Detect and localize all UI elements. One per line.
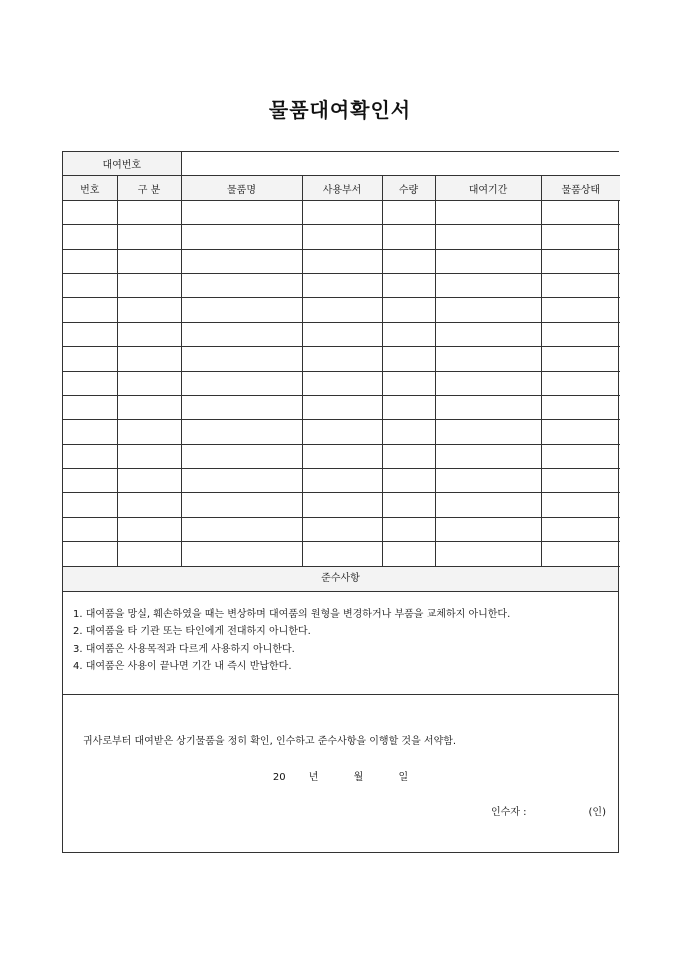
table-cell[interactable] xyxy=(181,200,302,224)
table-cell[interactable] xyxy=(117,273,181,297)
table-cell[interactable] xyxy=(382,469,435,493)
table-cell[interactable] xyxy=(382,225,435,249)
table-cell[interactable] xyxy=(382,273,435,297)
table-cell[interactable] xyxy=(302,200,382,224)
table-cell[interactable] xyxy=(435,322,541,346)
table-cell[interactable] xyxy=(382,493,435,517)
table-cell[interactable] xyxy=(302,371,382,395)
rule-item: 4. 대여품은 사용이 끝나면 기간 내 즉시 반납한다. xyxy=(73,661,292,673)
table-cell[interactable] xyxy=(302,493,382,517)
table-cell[interactable] xyxy=(541,298,620,322)
table-cell[interactable] xyxy=(181,444,302,468)
table-cell[interactable] xyxy=(435,347,541,371)
table-cell[interactable] xyxy=(181,225,302,249)
table-cell[interactable] xyxy=(302,395,382,419)
table-row xyxy=(63,517,620,541)
table-row xyxy=(63,420,620,444)
table-cell[interactable] xyxy=(181,395,302,419)
col-header-department: 사용부서 xyxy=(302,176,382,200)
table-cell[interactable] xyxy=(541,517,620,541)
col-header-condition: 물품상태 xyxy=(541,176,620,200)
table-cell[interactable] xyxy=(63,322,117,346)
col-header-number: 번호 xyxy=(63,176,117,200)
table-row xyxy=(63,298,620,322)
table-cell[interactable] xyxy=(435,371,541,395)
table-row xyxy=(63,273,620,297)
table-cell[interactable] xyxy=(541,395,620,419)
col-header-period: 대여기간 xyxy=(435,176,541,200)
table-cell[interactable] xyxy=(302,322,382,346)
table-row xyxy=(63,395,620,419)
table-cell[interactable] xyxy=(181,517,302,541)
table-cell[interactable] xyxy=(302,444,382,468)
table-cell[interactable] xyxy=(302,542,382,566)
table-cell[interactable] xyxy=(382,347,435,371)
table-cell[interactable] xyxy=(181,542,302,566)
table-cell[interactable] xyxy=(435,200,541,224)
table-cell[interactable] xyxy=(117,469,181,493)
rule-item: 2. 대여품을 타 기관 또는 타인에게 전대하지 아니한다. xyxy=(73,626,311,638)
table-row xyxy=(63,322,620,346)
table-cell[interactable] xyxy=(541,469,620,493)
table-cell[interactable] xyxy=(63,347,117,371)
table-cell[interactable] xyxy=(435,273,541,297)
pledge-section xyxy=(63,695,618,852)
table-row xyxy=(63,225,620,249)
table-cell[interactable] xyxy=(117,517,181,541)
table-cell[interactable] xyxy=(382,322,435,346)
table-cell[interactable] xyxy=(63,395,117,419)
item-table xyxy=(63,152,620,567)
table-cell[interactable] xyxy=(541,249,620,273)
table-cell[interactable] xyxy=(302,273,382,297)
table-row xyxy=(63,249,620,273)
table-cell[interactable] xyxy=(117,225,181,249)
rental-number-row xyxy=(63,152,620,176)
table-cell[interactable] xyxy=(117,420,181,444)
table-cell[interactable] xyxy=(382,200,435,224)
table-cell[interactable] xyxy=(181,249,302,273)
table-cell[interactable] xyxy=(63,200,117,224)
table-row xyxy=(63,469,620,493)
date-day-unit: 일 xyxy=(398,771,409,783)
date-year: 20 xyxy=(272,771,286,783)
table-cell[interactable] xyxy=(63,493,117,517)
rental-number-field[interactable] xyxy=(181,152,620,176)
table-cell[interactable] xyxy=(541,322,620,346)
document-title: 물품대여확인서 xyxy=(268,98,412,122)
table-cell[interactable] xyxy=(63,517,117,541)
pledge-statement: 귀사로부터 대여받은 상기물품을 정히 확인, 인수하고 준수사항을 이행할 것을 서약함. xyxy=(83,735,457,747)
table-cell[interactable] xyxy=(181,420,302,444)
table-cell[interactable] xyxy=(181,469,302,493)
table-cell[interactable] xyxy=(541,493,620,517)
table-cell[interactable] xyxy=(382,517,435,541)
table-cell[interactable] xyxy=(302,420,382,444)
rule-item: 3. 대여품은 사용목적과 다르게 사용하지 아니한다. xyxy=(73,643,295,655)
table-cell[interactable] xyxy=(302,225,382,249)
table-cell[interactable] xyxy=(117,249,181,273)
rules-title: 준수사항 xyxy=(63,567,618,592)
table-cell[interactable] xyxy=(302,517,382,541)
table-cell[interactable] xyxy=(435,517,541,541)
col-header-item-name: 물품명 xyxy=(181,176,302,200)
seal-label: (인) xyxy=(588,806,606,818)
receiver-label: 인수자 : xyxy=(491,806,527,818)
table-cell[interactable] xyxy=(63,225,117,249)
table-cell[interactable] xyxy=(181,347,302,371)
table-cell[interactable] xyxy=(541,371,620,395)
table-cell[interactable] xyxy=(435,395,541,419)
table-cell[interactable] xyxy=(117,493,181,517)
rental-form xyxy=(62,151,619,853)
table-cell[interactable] xyxy=(117,200,181,224)
table-cell[interactable] xyxy=(302,249,382,273)
table-row xyxy=(63,200,620,224)
table-cell[interactable] xyxy=(435,542,541,566)
table-row xyxy=(63,371,620,395)
table-cell[interactable] xyxy=(63,371,117,395)
table-cell[interactable] xyxy=(382,420,435,444)
table-cell[interactable] xyxy=(302,298,382,322)
table-cell[interactable] xyxy=(63,298,117,322)
table-row xyxy=(63,542,620,566)
table-cell[interactable] xyxy=(302,469,382,493)
table-cell[interactable] xyxy=(181,298,302,322)
rules-section xyxy=(63,592,618,695)
table-cell[interactable] xyxy=(302,347,382,371)
table-row xyxy=(63,347,620,371)
col-header-quantity: 수량 xyxy=(382,176,435,200)
rental-number-label: 대여번호 xyxy=(63,152,181,176)
table-cell[interactable] xyxy=(63,249,117,273)
table-cell[interactable] xyxy=(541,200,620,224)
table-cell[interactable] xyxy=(117,347,181,371)
table-cell[interactable] xyxy=(435,225,541,249)
table-cell[interactable] xyxy=(117,371,181,395)
receiver-signature xyxy=(491,803,606,818)
table-cell[interactable] xyxy=(181,371,302,395)
table-cell[interactable] xyxy=(541,542,620,566)
table-cell[interactable] xyxy=(382,371,435,395)
table-cell[interactable] xyxy=(382,298,435,322)
table-cell[interactable] xyxy=(181,493,302,517)
table-cell[interactable] xyxy=(117,444,181,468)
table-cell[interactable] xyxy=(117,395,181,419)
table-cell[interactable] xyxy=(382,444,435,468)
table-cell[interactable] xyxy=(117,542,181,566)
table-cell[interactable] xyxy=(435,249,541,273)
table-cell[interactable] xyxy=(435,469,541,493)
table-cell[interactable] xyxy=(181,273,302,297)
table-cell[interactable] xyxy=(541,420,620,444)
table-cell[interactable] xyxy=(181,322,302,346)
date-year-unit: 년 xyxy=(308,771,319,783)
table-cell[interactable] xyxy=(435,420,541,444)
table-cell[interactable] xyxy=(382,249,435,273)
date-line xyxy=(63,768,618,783)
table-cell[interactable] xyxy=(435,444,541,468)
table-cell[interactable] xyxy=(435,298,541,322)
table-row xyxy=(63,444,620,468)
table-cell[interactable] xyxy=(382,395,435,419)
table-cell[interactable] xyxy=(117,322,181,346)
table-cell[interactable] xyxy=(63,469,117,493)
table-cell[interactable] xyxy=(541,347,620,371)
table-cell[interactable] xyxy=(382,542,435,566)
table-cell[interactable] xyxy=(541,273,620,297)
date-month-unit: 월 xyxy=(353,771,364,783)
column-header-row xyxy=(63,176,620,200)
table-cell[interactable] xyxy=(63,542,117,566)
rule-item: 1. 대여품을 망실, 훼손하였을 때는 변상하며 대여품의 원형을 변경하거나 부품을 교체하지 아니한다. xyxy=(73,608,511,620)
table-cell[interactable] xyxy=(63,444,117,468)
table-cell[interactable] xyxy=(117,298,181,322)
col-header-category: 구 분 xyxy=(117,176,181,200)
table-cell[interactable] xyxy=(63,273,117,297)
table-cell[interactable] xyxy=(435,493,541,517)
table-cell[interactable] xyxy=(541,225,620,249)
table-cell[interactable] xyxy=(63,420,117,444)
table-row xyxy=(63,493,620,517)
table-cell[interactable] xyxy=(541,444,620,468)
